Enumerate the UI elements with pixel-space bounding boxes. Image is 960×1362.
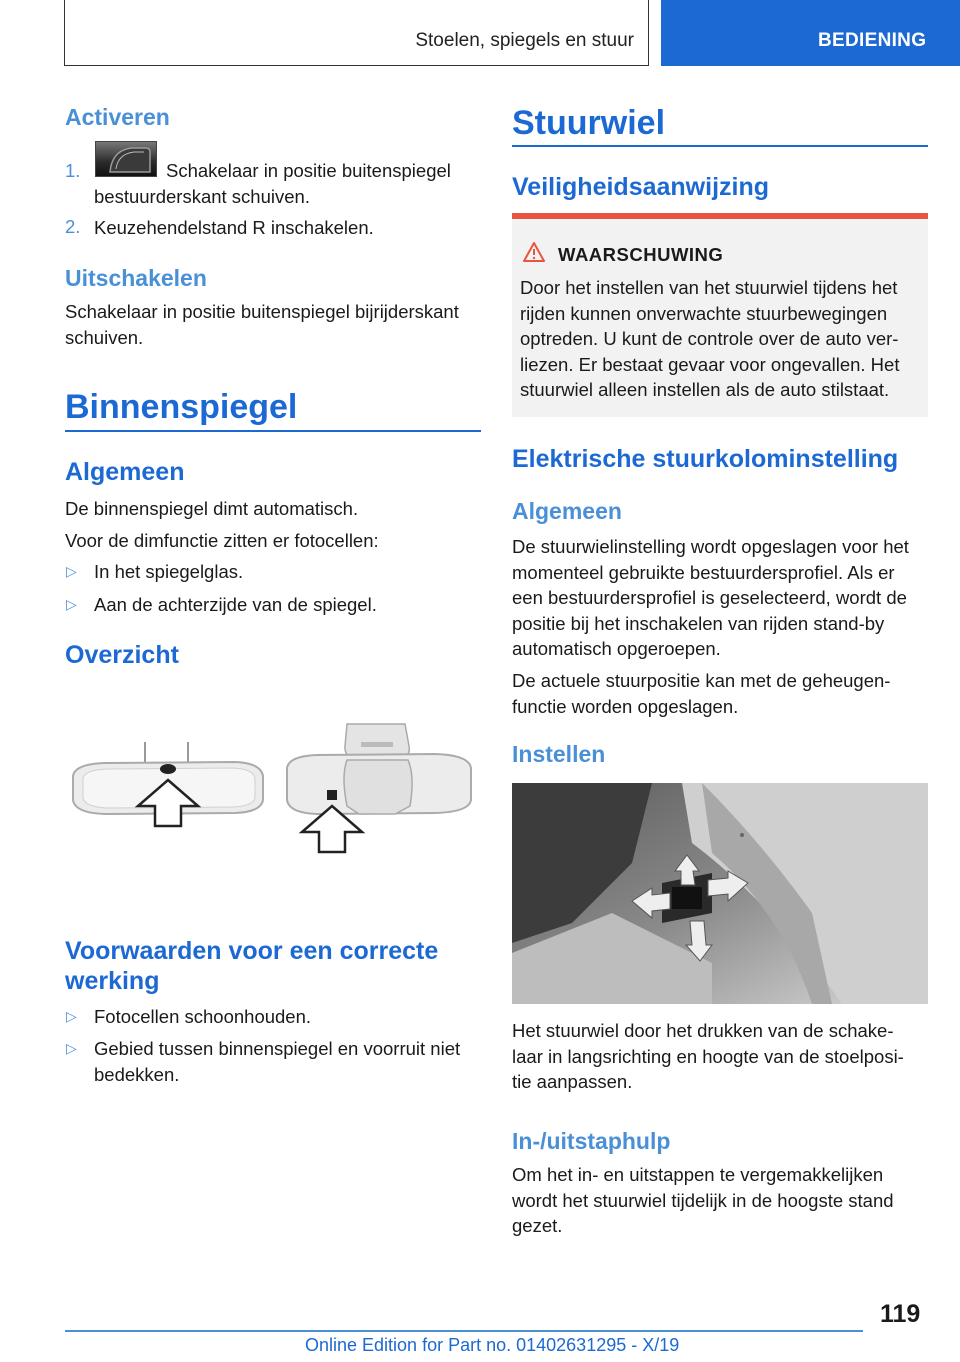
list-item-text: Schakelaar in positie buitenspiegel [166,160,451,181]
warning-line: Door het instellen van het stuurwiel tijdens het [520,277,898,298]
bullet-text: Fotocellen schoonhouden. [94,1006,312,1027]
bullet-text-cont: bedekken. [94,1064,180,1085]
chapter-title: Stoelen, spiegels en stuur [415,30,634,51]
mirror-switch-icon [95,141,157,177]
list-item-text: Keuzehendelstand R inschakelen. [94,217,374,238]
list-number: 1. [65,160,81,181]
header-section-tab[interactable] [661,0,960,66]
bullet-triangle-icon: ▷ [66,1040,77,1056]
heading-rule [512,145,928,147]
warning-line: liezen. Er bestaat gevaar voor ongevallen. Het [520,353,900,375]
list-number: 2. [65,216,81,237]
warning-line: stuurwiel alleen instellen als de auto stilstaat. [520,379,890,400]
paragraph-line: De actuele stuurpositie kan met de geheugen- [512,670,891,691]
paragraph-geheugen [512,668,928,719]
paragraph-line: Schakelaar in positie buitenspiegel bijrijderskant [65,301,459,322]
paragraph-line: De stuurwielinstelling wordt opgeslagen voor het [512,536,909,557]
warning-box [512,213,928,417]
paragraph: Voor de dimfunctie zitten er fotocellen: [65,530,379,551]
heading-stuurwiel: Stuurwiel [512,104,666,142]
section-tab-label: BEDIENING [818,30,927,51]
steering-switch-photo [512,783,928,1004]
heading-elektrische-stuurkolominstelling: Elektrische stuurkolominstelling [512,445,899,473]
paragraph-line: positie bij het inschakelen van rijden stand-by [512,612,885,634]
heading-rule [65,430,481,432]
paragraph-algemeen [512,534,928,662]
heading-instellen: Instellen [512,741,606,767]
paragraph-instellen [512,1018,928,1095]
heading-in-uitstaphulp: In-/uitstaphulp [512,1128,671,1154]
paragraph: De binnenspiegel dimt automatisch. [65,498,359,519]
warning-line: optreden. U kunt de controle over de auto ver- [520,328,899,349]
warning-title: WAARSCHUWING [558,244,724,265]
heading-algemeen-right: Algemeen [512,498,622,524]
paragraph-instaphulp [512,1162,928,1239]
heading-activeren: Activeren [65,104,170,130]
bullet-text: Gebied tussen binnenspiegel en voorruit niet [94,1038,461,1059]
heading-binnenspiegel: Binnenspiegel [65,388,298,426]
warning-line: rijden kunnen onverwachte stuurbewegingen [520,302,888,324]
warning-text [520,275,920,403]
paragraph-line: een bestuurdersprofiel is geselecteerd, wordt de [512,587,907,608]
heading-voorwaarden: Voorwaarden voor een correcte [65,937,439,965]
footer-edition: Online Edition for Part no. 01402631295 - X/19 [305,1335,680,1355]
paragraph-line: automatisch opgeroepen. [512,638,721,659]
heading-uitschakelen: Uitschakelen [65,265,207,291]
paragraph-line: functie worden opgeslagen. [512,695,739,717]
mirror-illustration [65,716,481,858]
bullet-triangle-icon: ▷ [66,1008,77,1024]
bullet-triangle-icon: ▷ [66,596,77,612]
heading-overzicht: Overzicht [65,641,179,669]
list-item-text-cont: bestuurderskant schuiven. [94,186,310,207]
paragraph-line: gezet. [512,1215,563,1236]
header-chapter-box [64,0,649,66]
paragraph-line: schuiven. [65,327,144,348]
paragraph-line: tie aanpassen. [512,1071,633,1092]
bullet-text: In het spiegelglas. [94,561,244,582]
bullet-text: Aan de achterzijde van de spiegel. [94,594,377,615]
heading-veiligheidsaanwijzing: Veiligheidsaanwijzing [512,173,770,201]
paragraph-line: laar in langsrichting en hoogte van de stoelposi- [512,1045,904,1067]
heading-algemeen: Algemeen [65,458,185,486]
bullet-triangle-icon: ▷ [66,563,77,579]
paragraph-line: wordt het stuurwiel tijdelijk in de hoogste stand [512,1189,894,1211]
footer-rule [65,1330,863,1332]
paragraph-line: Om het in- en uitstappen te vergemakkelijken [512,1164,884,1185]
heading-voorwaarden-cont: werking [65,967,160,995]
paragraph-line: Het stuurwiel door het drukken van de schake- [512,1020,894,1041]
warning-triangle-icon [522,241,546,263]
page-number: 119 [880,1300,921,1328]
paragraph-line: momenteel gebruikte bestuurdersprofiel. Als er [512,561,895,583]
